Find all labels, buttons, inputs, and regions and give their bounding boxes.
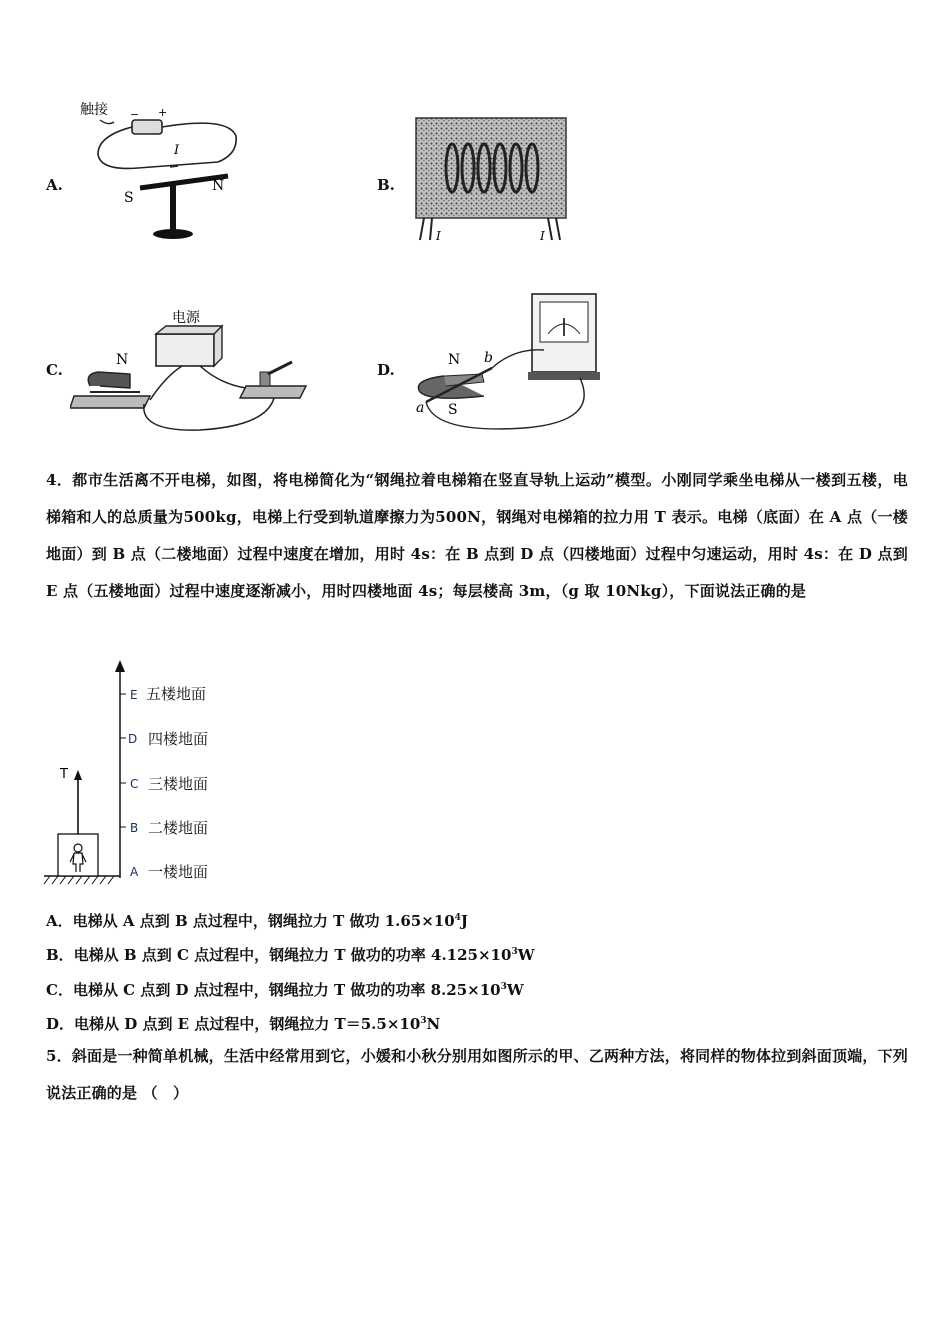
floor-name-e: 五楼地面 — [146, 685, 207, 703]
label-a: a — [416, 400, 425, 416]
floor-point-d: D — [128, 732, 138, 746]
figure-elevator-diagram — [40, 654, 290, 886]
switch-lever — [268, 362, 292, 374]
floor-point-a: A — [130, 865, 139, 879]
q4-choice-d[interactable]: D．电梯从 D 点到 E 点过程中，钢绳拉力 $T=5.5\times 10^3N$ — [46, 1015, 441, 1033]
label-current: I — [174, 143, 180, 158]
floor-point-c: C — [130, 777, 139, 791]
option-letter-c: C. — [46, 361, 63, 379]
label-plus: + — [158, 106, 168, 119]
figure-solenoid-iron-filings — [410, 112, 570, 244]
option-letter-d: D. — [377, 361, 395, 379]
label-current-in: I — [436, 229, 441, 243]
label-n: N — [212, 178, 225, 194]
q4-choice-a[interactable]: A．电梯从 A 点到 B 点过程中，钢绳拉力 T 做功 $1.65\times 10^4J$ — [46, 912, 469, 930]
tension-label: T — [60, 767, 68, 782]
battery-icon — [132, 120, 162, 134]
label-current-out: I — [540, 229, 545, 243]
power-supply — [156, 334, 214, 366]
floor-name-c: 三楼地面 — [148, 775, 209, 793]
label-minus: − — [130, 108, 140, 121]
label-b: b — [484, 350, 493, 366]
label-n: N — [116, 352, 129, 368]
label-s: S — [448, 402, 458, 418]
axis-arrow-icon — [115, 660, 125, 672]
label-power: 电源 — [172, 310, 200, 326]
question-5-text: 5．斜面是一种简单机械，生活中经常用到它，小媛和小秋分别用如图所示的甲、乙两种方法，将同样的物体拉到斜面顶端，下列说法正确的是 （ ） — [46, 1047, 908, 1102]
option-letter-a: A. — [46, 176, 63, 194]
floor-name-b: 二楼地面 — [148, 819, 209, 837]
question-4-text: 4．都市生活离不开电梯，如图，将电梯简化为“钢绳拉着电梯箱在竖直导轨上运动”模型。小刚同学乘坐电梯从一楼到五楼，电梯箱和人的总质量为500kg，电梯上行受到轨道摩擦力为500N，钢绳对电梯箱的拉力用 T 表示。电梯（底面）在 A 点（一楼地面）到 B 点（二楼地面）过程中速度在增加，用时 4s：在 B 点到 D 点（四楼地面）过程中匀速运动，用时 4s：在 D 点到 E 点（五楼地面）过程中速度逐渐减小，用时四楼地面 4s；每层楼高 3m，（g 取 10Nkg），下面说法正确的是 — [46, 471, 908, 600]
label-s: S — [124, 190, 134, 206]
figure-oersted-experiment — [78, 96, 248, 246]
q4-choice-c[interactable]: C．电梯从 C 点到 D 点过程中，钢绳拉力 T 做功的功率 $8.25\times 10^3W$ — [46, 981, 524, 999]
floor-point-e: E — [130, 688, 138, 702]
floor-name-d: 四楼地面 — [148, 730, 209, 748]
label-n: N — [448, 352, 461, 368]
floor-point-b: B — [130, 821, 139, 835]
base-board — [70, 396, 150, 408]
q4-choice-b[interactable]: B．电梯从 B 点到 C 点过程中，钢绳拉力 T 做功的功率 $4.125\times 10^3W$ — [46, 946, 535, 964]
wire — [150, 366, 246, 400]
stand-base — [153, 229, 193, 239]
label-touch: 触接 — [80, 102, 108, 118]
figure-electromagnetic-induction — [404, 288, 614, 438]
elevator-cabin — [58, 834, 98, 876]
magnet — [88, 372, 130, 388]
floor-name-a: 一楼地面 — [148, 863, 209, 881]
option-letter-b: B. — [377, 176, 395, 194]
switch-base — [240, 386, 306, 398]
figure-motor-principle — [70, 304, 320, 436]
